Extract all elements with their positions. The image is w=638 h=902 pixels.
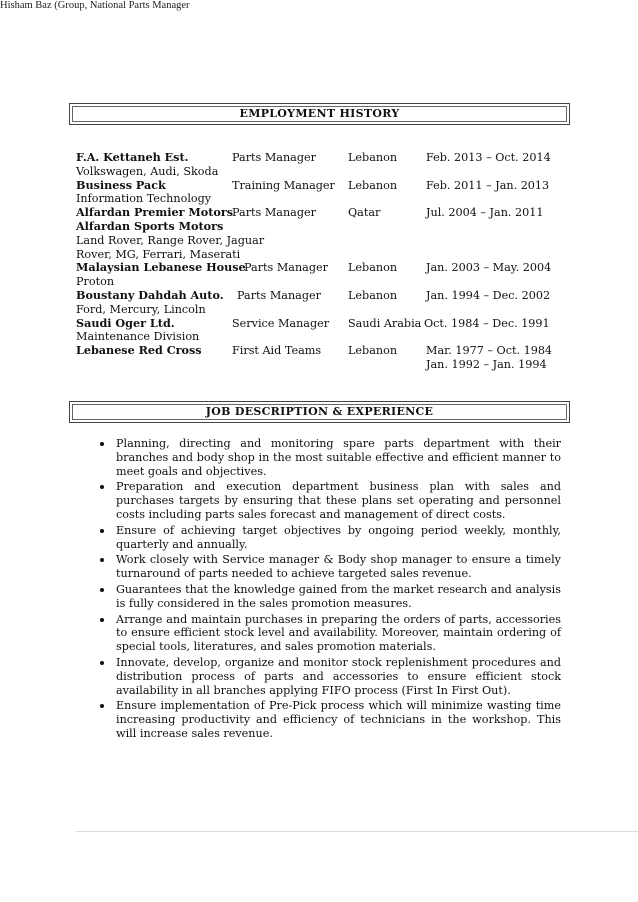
job-dates: Jan. 1994 – Dec. 2002	[426, 288, 551, 302]
list-item-text: Ensure of achieving target objectives by ongoing period weekly, monthly, quarterly and annually.	[116, 523, 561, 551]
job-role: Service Manager	[232, 316, 330, 330]
list-item	[96, 553, 561, 581]
company-detail: Rover, MG, Ferrari, Maserati	[76, 247, 241, 261]
job-role: Parts Manager	[232, 151, 316, 164]
bullet-icon	[100, 558, 104, 562]
list-item	[96, 613, 561, 654]
company-detail: Information Technology	[76, 192, 212, 206]
list-item	[96, 524, 561, 552]
employment-entry	[76, 261, 576, 289]
company-name: F.A. Kettaneh Est.	[76, 150, 189, 164]
company-detail: Proton	[76, 275, 115, 289]
company-detail: Maintenance Division	[76, 330, 200, 344]
company-detail: Ford, Mercury, Lincoln	[76, 302, 206, 316]
job-country: Lebanon	[348, 151, 398, 164]
list-item-text: Preparation and execution department business plan with sales and purchases targets by ensuring that these plans set operating and personnel costs including parts sales forecast and management of direct costs.	[116, 480, 561, 521]
bullet-icon	[100, 529, 104, 533]
employment-history-header: EMPLOYMENT HISTORY	[69, 103, 570, 125]
list-item-text: Work closely with Service manager & Body shop manager to ensure a timely turnaround of parts needed to achieve targeted sales revenue.	[116, 553, 561, 581]
job-dates: Feb. 2013 – Oct. 2014	[426, 151, 551, 164]
job-country: Lebanon	[348, 288, 398, 302]
list-item-text: Ensure implementation of Pre-Pick process which will minimize wasting time increasing productivity and efficiency of technicians in the workshop. This will increase sales revenue.	[116, 699, 561, 740]
company-name: Malaysian Lebanese House	[76, 260, 246, 275]
list-item	[96, 437, 561, 478]
employment-entry	[76, 151, 576, 179]
list-item	[96, 699, 561, 740]
job-role: Parts Manager	[237, 288, 321, 302]
company-name: Saudi Oger Ltd.	[76, 315, 175, 330]
document-title: Hisham Baz (Group, National Parts Manager	[0, 0, 190, 11]
company-detail: Land Rover, Range Rover, Jaguar	[76, 233, 265, 247]
employment-entry	[76, 179, 576, 207]
job-dates: Feb. 2011 – Jan. 2013	[426, 178, 550, 192]
employment-entry	[76, 289, 576, 317]
job-country: Lebanon	[348, 261, 398, 275]
footer-divider	[76, 831, 638, 832]
bullet-icon	[100, 704, 104, 708]
employment-table	[76, 151, 576, 372]
company-name: Alfardan Premier Motors	[76, 205, 234, 220]
job-country: Qatar	[348, 206, 381, 220]
company-name: Lebanese Red Cross	[76, 343, 202, 358]
job-dates: Jul. 2004 – Jan. 2011	[426, 206, 544, 220]
job-description-header: JOB DESCRIPTION & EXPERIENCE	[69, 401, 570, 423]
company-name: Business Pack	[76, 177, 166, 192]
list-item-text: Guarantees that the knowledge gained from the market research and analysis is fully considered in the sales promotion measures.	[116, 582, 561, 610]
list-item	[96, 583, 561, 611]
list-item-text: Innovate, develop, organize and monitor stock replenishment procedures and distribution process of parts and accessories to ensure efficient stock availability in all branches applying FIFO process (First In First Out).	[116, 655, 561, 697]
employment-entry	[76, 317, 576, 345]
job-description-list	[96, 437, 561, 743]
job-country: Saudi Arabia	[348, 316, 422, 330]
bullet-icon	[100, 485, 104, 489]
company-detail: Volkswagen, Audi, Skoda	[76, 164, 219, 178]
list-item-text: Planning, directing and monitoring spare parts department with their branches and body shop in the most suitable effective and efficient manner to meet goals and objectives.	[116, 437, 561, 478]
employment-entry	[76, 344, 576, 372]
job-dates: Jan. 2003 – May. 2004	[426, 261, 552, 275]
list-item	[96, 480, 561, 521]
bullet-icon	[100, 661, 104, 665]
list-item-text: Arrange and maintain purchases in preparing the orders of parts, accessories to ensure efficient stock level and availability. Moreover, maintain ordering of special tools, literatures, and sales promotion materials.	[116, 612, 561, 654]
job-country: Lebanon	[348, 178, 398, 192]
bullet-icon	[100, 588, 104, 592]
job-role: Training Manager	[232, 178, 335, 192]
list-item	[96, 656, 561, 697]
subcompany-name: Alfardan Sports Motors	[76, 218, 224, 233]
job-role: Parts Manager	[244, 261, 328, 275]
employment-entry	[76, 206, 576, 261]
company-name: Boustany Dahdah Auto.	[76, 287, 224, 302]
job-role: Parts Manager	[232, 206, 316, 220]
bullet-icon	[100, 442, 104, 446]
job-role: First Aid Teams	[232, 344, 322, 358]
job-dates: Mar. 1977 – Oct. 1984	[426, 344, 553, 358]
bullet-icon	[100, 618, 104, 622]
job-country: Lebanon	[348, 344, 398, 358]
job-dates: Jan. 1992 – Jan. 1994	[426, 357, 547, 371]
job-dates: Oct. 1984 – Dec. 1991	[424, 316, 550, 330]
